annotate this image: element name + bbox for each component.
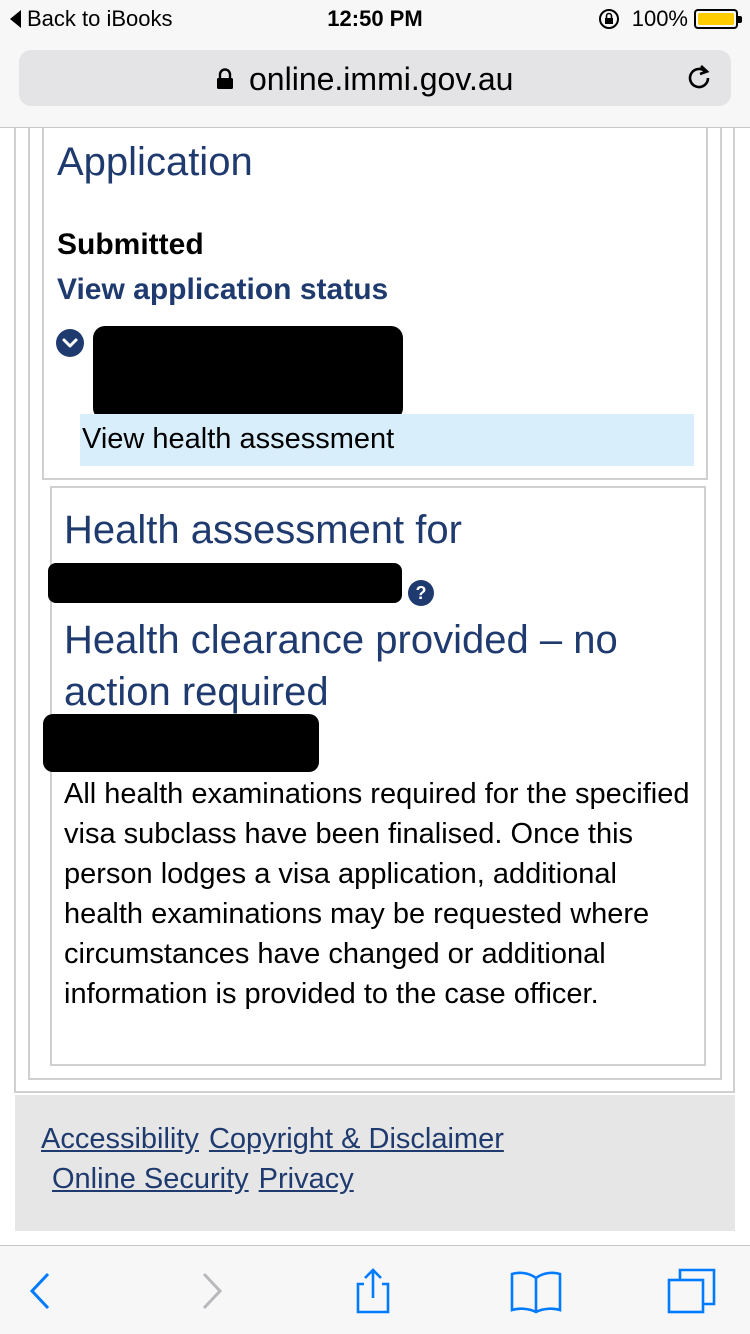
view-health-assessment-link[interactable]: View health assessment bbox=[80, 414, 694, 466]
back-label: Back to iBooks bbox=[27, 6, 173, 31]
application-status: Submitted bbox=[57, 228, 204, 261]
online-security-link[interactable]: Online Security bbox=[52, 1163, 249, 1195]
health-assessment-heading: Health assessment for bbox=[64, 508, 462, 552]
tabs-icon[interactable] bbox=[666, 1266, 716, 1316]
url-text: online.immi.gov.au bbox=[249, 61, 514, 97]
clock: 12:50 PM bbox=[327, 6, 423, 31]
redacted-block bbox=[43, 714, 319, 772]
redacted-name bbox=[48, 563, 402, 603]
address-bar[interactable] bbox=[19, 50, 731, 106]
status-indicators bbox=[598, 6, 738, 32]
footer-row bbox=[41, 1123, 514, 1156]
privacy-link[interactable]: Privacy bbox=[258, 1163, 354, 1195]
browser-toolbar bbox=[0, 1245, 750, 1334]
bookmarks-icon[interactable] bbox=[508, 1266, 564, 1316]
reload-icon[interactable] bbox=[683, 62, 715, 94]
chevron-down-icon[interactable] bbox=[56, 329, 84, 357]
rotation-lock-icon bbox=[598, 8, 620, 30]
accessibility-link[interactable]: Accessibility bbox=[41, 1123, 199, 1155]
footer-row bbox=[52, 1163, 364, 1196]
copyright-disclaimer-link[interactable]: Copyright & Disclaimer bbox=[208, 1123, 504, 1155]
share-icon[interactable] bbox=[348, 1266, 398, 1316]
page-footer bbox=[15, 1095, 735, 1231]
forward-icon[interactable] bbox=[186, 1266, 236, 1316]
health-clearance-status: Health clearance provided – no action required bbox=[64, 618, 618, 714]
application-heading: Application bbox=[57, 140, 253, 184]
padlock-icon bbox=[215, 68, 235, 90]
status-bar bbox=[0, 0, 750, 40]
view-application-status-link[interactable]: View application status bbox=[57, 273, 389, 306]
page-content bbox=[0, 128, 750, 1245]
help-icon[interactable]: ? bbox=[408, 580, 434, 606]
redacted-block bbox=[93, 326, 403, 420]
battery-icon bbox=[694, 9, 738, 29]
back-icon[interactable] bbox=[18, 1266, 68, 1316]
battery-percent: 100% bbox=[631, 6, 688, 31]
browser-address-area bbox=[0, 40, 750, 128]
health-description: All health examinations required for the specified visa subclass have been finalised. Once this person lodges a visa application, additional health examinations may be requested where circumstances have changed or additional information is provided to the case officer. bbox=[64, 778, 690, 1010]
